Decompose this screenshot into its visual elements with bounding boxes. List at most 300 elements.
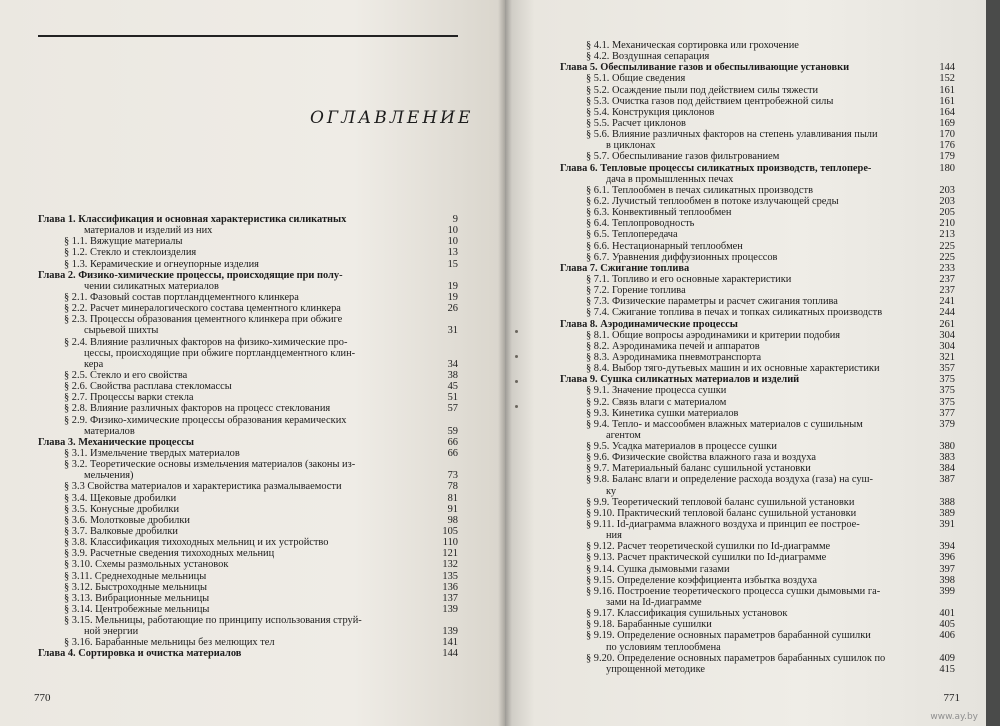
right-page bbox=[505, 0, 1000, 726]
toc-entry-title: § 9.13. Расчет практической сушилки по Id-диаграмме bbox=[586, 552, 827, 564]
toc-entry-page bbox=[428, 348, 458, 359]
toc-entry-title: § 3.16. Барабанные мельницы без мелющих тел bbox=[64, 637, 275, 649]
toc-entry-page: 304 bbox=[939, 340, 955, 352]
toc-entry-page: 179 bbox=[939, 151, 955, 163]
toc-entry-page: 225 bbox=[939, 251, 955, 263]
toc-chapter-row bbox=[38, 437, 458, 448]
toc-entry-title: § 9.9. Теоретический тепловой баланс сушильной установки bbox=[586, 496, 855, 508]
toc-entry-row bbox=[560, 385, 955, 396]
toc-chapter-row bbox=[38, 648, 458, 659]
binding-hole bbox=[515, 330, 518, 333]
toc-entry-row bbox=[38, 359, 458, 370]
toc-entry-page bbox=[925, 174, 955, 185]
toc-entry-title: Глава 6. Тепловые процессы силикатных производств, теплопере- bbox=[560, 162, 872, 174]
toc-entry-title: § 2.5. Стекло и его свойства bbox=[64, 369, 188, 381]
toc-entry-page: 139 bbox=[442, 603, 458, 615]
toc-entry-page: 415 bbox=[939, 663, 955, 675]
toc-entry-page: 375 bbox=[939, 396, 955, 408]
toc-entry-row bbox=[560, 642, 955, 653]
toc-entry-row bbox=[560, 664, 955, 675]
toc-entry-row bbox=[560, 229, 955, 240]
toc-entry-page: 389 bbox=[939, 507, 955, 519]
toc-entry-page: 57 bbox=[447, 403, 458, 415]
toc-entry-page: 137 bbox=[442, 592, 458, 604]
toc-entry-row bbox=[560, 129, 955, 140]
toc-entry-page: 121 bbox=[442, 548, 458, 560]
toc-entry-row bbox=[560, 597, 955, 608]
toc-entry-row bbox=[38, 470, 458, 481]
toc-entry-page: 161 bbox=[939, 95, 955, 107]
toc-entry-title: § 5.5. Расчет циклонов bbox=[586, 117, 686, 129]
toc-entry-title: § 9.8. Баланс влаги и определение расхода воздуха (газа) на суш- bbox=[586, 474, 873, 486]
toc-entry-title: § 8.1. Общие вопросы аэродинамики и критерии подобия bbox=[586, 329, 841, 341]
toc-entry-title: § 9.3. Кинетика сушки материалов bbox=[586, 407, 739, 419]
toc-entry-page: 59 bbox=[447, 425, 458, 437]
toc-entry-page: 261 bbox=[939, 318, 955, 330]
toc-entry-title: § 9.1. Значение процесса сушки bbox=[586, 385, 727, 397]
toc-entry-row bbox=[38, 481, 458, 492]
toc-entry-page: 73 bbox=[447, 470, 458, 482]
toc-entry-row bbox=[38, 381, 458, 392]
toc-entry-title: § 9.4. Тепло- и массообмен влажных материалов с сушильным bbox=[586, 418, 863, 430]
toc-entry-title: § 3.9. Расчетные сведения тихоходных мельниц bbox=[64, 548, 275, 560]
toc-entry-title: Глава 2. Физико-химические процессы, происходящие при полу- bbox=[38, 269, 343, 281]
toc-entry-page: 110 bbox=[442, 537, 458, 549]
toc-entry-row bbox=[38, 537, 458, 548]
toc-chapter-row bbox=[38, 270, 458, 281]
toc-entry-row bbox=[560, 341, 955, 352]
toc-entry-title: § 2.9. Физико-химические процессы образования керамических bbox=[64, 414, 347, 426]
toc-entry-row bbox=[560, 441, 955, 452]
toc-entry-title: § 7.2. Горение топлива bbox=[586, 285, 686, 297]
toc-entry-title: § 9.16. Построение теоретического процесса сушки дымовыми га- bbox=[586, 585, 881, 597]
toc-entry-row bbox=[38, 637, 458, 648]
toc-entry-row bbox=[560, 151, 955, 162]
toc-entry-page: 213 bbox=[939, 229, 955, 241]
toc-entry-row bbox=[560, 575, 955, 586]
toc-entry-page bbox=[925, 597, 955, 608]
toc-entry-page bbox=[925, 51, 955, 62]
watermark: www.ay.by bbox=[930, 712, 978, 722]
toc-entry-page: 164 bbox=[939, 106, 955, 118]
toc-entry-page: 170 bbox=[939, 129, 955, 141]
toc-entry-page bbox=[428, 270, 458, 281]
toc-entry-title: § 6.1. Теплообмен в печах силикатных производств bbox=[586, 184, 813, 196]
toc-entry-row bbox=[38, 593, 458, 604]
toc-entry-page bbox=[925, 40, 955, 51]
toc-entry-row bbox=[560, 564, 955, 575]
toc-entry-row bbox=[38, 526, 458, 537]
toc-entry-row bbox=[560, 552, 955, 563]
toc-entry-title: § 9.20. Определение основных параметров барабанных сушилок по bbox=[586, 652, 886, 664]
toc-list-left bbox=[38, 214, 458, 660]
toc-entry-title: § 2.1. Фазовый состав портландцементного клинкера bbox=[64, 291, 299, 303]
toc-entry-title: Глава 1. Классификация и основная характеристика силикатных bbox=[38, 214, 347, 225]
page-edge bbox=[986, 0, 1000, 726]
toc-entry-title: § 9.11. Id-диаграмма влажного воздуха и принцип ее построе- bbox=[586, 519, 860, 531]
binding-hole bbox=[515, 355, 518, 358]
toc-entry-page: 233 bbox=[939, 262, 955, 274]
toc-entry-page: 19 bbox=[447, 291, 458, 303]
toc-entry-row bbox=[560, 430, 955, 441]
toc-entry-page: 105 bbox=[442, 525, 458, 537]
toc-entry-title: Глава 5. Обеспыливание газов и обеспыливающие установки bbox=[560, 62, 850, 74]
toc-entry-page: 388 bbox=[939, 496, 955, 508]
toc-entry-title: § 4.2. Воздушная сепарация bbox=[586, 51, 710, 63]
toc-entry-title: сырьевой шихты bbox=[84, 325, 159, 337]
toc-entry-row bbox=[38, 626, 458, 637]
toc-entry-title: § 3.7. Валковые дробилки bbox=[64, 525, 178, 537]
toc-entry-page: 375 bbox=[939, 385, 955, 397]
toc-entry-page: 398 bbox=[939, 574, 955, 586]
toc-entry-row bbox=[38, 292, 458, 303]
toc-entry-row bbox=[38, 604, 458, 615]
toc-entry-page: 237 bbox=[939, 285, 955, 297]
toc-entry-row bbox=[38, 247, 458, 258]
toc-entry-row bbox=[560, 486, 955, 497]
toc-entry-page: 383 bbox=[939, 452, 955, 464]
toc-entry-page: 161 bbox=[939, 84, 955, 96]
toc-entry-page: 321 bbox=[939, 351, 955, 363]
toc-entry-title: по условиям теплообмена bbox=[606, 641, 721, 653]
toc-entry-title: § 8.3. Аэродинамика пневмотранспорта bbox=[586, 351, 762, 363]
toc-entry-title: § 3.13. Вибрационные мельницы bbox=[64, 592, 210, 604]
toc-entry-page: 10 bbox=[447, 236, 458, 248]
toc-entry-page: 169 bbox=[939, 117, 955, 129]
toc-entry-row bbox=[38, 348, 458, 359]
toc-entry-row bbox=[560, 463, 955, 474]
toc-entry-title: упрощенной методике bbox=[606, 663, 705, 675]
toc-entry-row bbox=[38, 582, 458, 593]
binding-hole bbox=[515, 380, 518, 383]
toc-entry-page: 38 bbox=[447, 369, 458, 381]
toc-entry-page: 91 bbox=[447, 503, 458, 515]
toc-entry-title: дача в промышленных печах bbox=[606, 173, 734, 185]
toc-entry-title: § 9.2. Связь влаги с материалом bbox=[586, 396, 727, 408]
toc-entry-page: 210 bbox=[939, 218, 955, 230]
toc-entry-title: § 3.5. Конусные дробилки bbox=[64, 503, 180, 515]
toc-entry-row bbox=[38, 370, 458, 381]
toc-entry-page: 78 bbox=[447, 481, 458, 493]
toc-entry-title: § 6.5. Теплопередача bbox=[586, 229, 678, 241]
toc-entry-title: § 9.12. Расчет теоретической сушилки по Id-диаграмме bbox=[586, 541, 831, 553]
toc-entry-title: зами на Id-диаграмме bbox=[606, 597, 702, 609]
toc-entry-row bbox=[38, 392, 458, 403]
toc-chapter-row bbox=[560, 374, 955, 385]
toc-entry-page: 401 bbox=[939, 608, 955, 620]
toc-entry-row bbox=[560, 185, 955, 196]
toc-entry-title: Глава 7. Сжигание топлива bbox=[560, 262, 690, 274]
toc-entry-row bbox=[560, 96, 955, 107]
toc-entry-title: § 9.19. Определение основных параметров барабанной сушилки bbox=[586, 630, 871, 642]
toc-entry-row bbox=[560, 619, 955, 630]
toc-entry-page: 409 bbox=[939, 652, 955, 664]
toc-entry-page: 357 bbox=[939, 363, 955, 375]
toc-entry-page: 304 bbox=[939, 329, 955, 341]
toc-entry-page: 98 bbox=[447, 514, 458, 526]
toc-entry-row bbox=[560, 519, 955, 530]
toc-entry-page: 203 bbox=[939, 195, 955, 207]
toc-entry-page: 9 bbox=[452, 214, 458, 225]
toc-entry-row bbox=[38, 337, 458, 348]
toc-entry-page: 81 bbox=[447, 492, 458, 504]
toc-entry-page: 394 bbox=[939, 541, 955, 553]
toc-entry-page: 391 bbox=[939, 519, 955, 531]
toc-entry-row bbox=[560, 397, 955, 408]
toc-entry-page: 244 bbox=[939, 307, 955, 319]
toc-entry-page: 13 bbox=[447, 247, 458, 259]
toc-entry-row bbox=[560, 40, 955, 51]
toc-entry-title: § 9.15. Определение коэффициента избытка воздуха bbox=[586, 574, 817, 586]
toc-entry-row bbox=[38, 314, 458, 325]
toc-entry-row bbox=[560, 140, 955, 151]
toc-entry-page bbox=[925, 486, 955, 497]
toc-entry-row bbox=[560, 196, 955, 207]
toc-chapter-row bbox=[38, 214, 458, 225]
toc-entry-row bbox=[560, 73, 955, 84]
toc-entry-title: § 9.10. Практический тепловой баланс сушильной установки bbox=[586, 507, 857, 519]
toc-entry-row bbox=[38, 615, 458, 626]
toc-entry-row bbox=[560, 330, 955, 341]
toc-entry-page: 387 bbox=[939, 474, 955, 486]
toc-entry-page: 136 bbox=[442, 581, 458, 593]
toc-entry-title: цессы, происходящие при обжиге портландцементного клин- bbox=[84, 347, 356, 359]
toc-entry-row bbox=[38, 225, 458, 236]
toc-entry-page: 34 bbox=[447, 358, 458, 370]
toc-entry-row bbox=[38, 281, 458, 292]
toc-entry-page: 135 bbox=[442, 570, 458, 582]
toc-entry-row bbox=[38, 448, 458, 459]
toc-entry-row bbox=[560, 452, 955, 463]
toc-entry-title: кера bbox=[84, 358, 104, 370]
toc-entry-title: материалов и изделий из них bbox=[84, 225, 213, 237]
toc-entry-title: § 3.6. Молотковые дробилки bbox=[64, 514, 190, 526]
toc-entry-title: агентом bbox=[606, 429, 641, 441]
toc-entry-row bbox=[560, 296, 955, 307]
toc-entry-page bbox=[428, 415, 458, 426]
toc-entry-row bbox=[560, 307, 955, 318]
toc-entry-title: § 7.4. Сжигание топлива в печах и топках силикатных производств bbox=[586, 307, 883, 319]
toc-entry-page: 375 bbox=[939, 374, 955, 386]
toc-entry-page: 203 bbox=[939, 184, 955, 196]
toc-entry-title: § 2.7. Процессы варки стекла bbox=[64, 392, 194, 404]
toc-entry-title: § 4.1. Механическая сортировка или грохочение bbox=[586, 40, 799, 51]
toc-entry-title: § 6.3. Конвективный теплообмен bbox=[586, 207, 732, 219]
toc-entry-title: § 7.3. Физические параметры и расчет сжигания топлива bbox=[586, 296, 838, 308]
toc-entry-page: 51 bbox=[447, 392, 458, 404]
toc-entry-row bbox=[38, 504, 458, 515]
toc-entry-title: § 1.3. Керамические и огнеупорные изделия bbox=[64, 258, 259, 270]
toc-entry-title: § 2.8. Влияние различных факторов на процесс стеклования bbox=[64, 403, 331, 415]
toc-entry-page: 406 bbox=[939, 630, 955, 642]
toc-entry-title: § 3.14. Центробежные мельницы bbox=[64, 603, 210, 615]
toc-entry-title: § 6.6. Нестационарный теплообмен bbox=[586, 240, 743, 252]
toc-entry-title: § 9.5. Усадка материалов в процессе сушки bbox=[586, 441, 777, 453]
toc-entry-row bbox=[560, 630, 955, 641]
toc-entry-row bbox=[560, 241, 955, 252]
toc-entry-title: § 1.1. Вяжущие материалы bbox=[64, 236, 183, 248]
toc-entry-title: § 3.15. Мельницы, работающие по принципу использования струй- bbox=[64, 615, 362, 627]
toc-entry-page: 205 bbox=[939, 207, 955, 219]
toc-entry-page: 45 bbox=[447, 381, 458, 393]
toc-entry-row bbox=[38, 515, 458, 526]
toc-entry-page: 141 bbox=[442, 637, 458, 649]
toc-entry-title: § 9.7. Материальный баланс сушильной установки bbox=[586, 463, 811, 475]
toc-entry-page: 132 bbox=[442, 559, 458, 571]
toc-entry-page: 10 bbox=[447, 225, 458, 237]
toc-entry-row bbox=[38, 548, 458, 559]
toc-entry-title: Глава 9. Сушка силикатных материалов и изделий bbox=[560, 374, 800, 386]
toc-entry-title: ной энергии bbox=[84, 626, 139, 638]
toc-entry-title: § 5.4. Конструкция циклонов bbox=[586, 106, 715, 118]
page-number: 770 bbox=[34, 692, 51, 704]
toc-entry-page: 180 bbox=[939, 162, 955, 174]
toc-entry-row bbox=[560, 85, 955, 96]
toc-entry-title: § 3.12. Быстроходные мельницы bbox=[64, 581, 208, 593]
toc-entry-title: § 2.2. Расчет минералогического состава цементного клинкера bbox=[64, 303, 341, 315]
toc-entry-row bbox=[38, 325, 458, 336]
toc-entry-row bbox=[560, 508, 955, 519]
top-rule bbox=[38, 35, 458, 37]
toc-entry-title: чении силикатных материалов bbox=[84, 280, 219, 292]
toc-entry-page: 19 bbox=[447, 280, 458, 292]
toc-entry-row bbox=[560, 586, 955, 597]
toc-entry-row bbox=[560, 497, 955, 508]
toc-entry-title: ния bbox=[606, 530, 622, 542]
toc-entry-row bbox=[38, 415, 458, 426]
binding-hole bbox=[515, 405, 518, 408]
toc-entry-row bbox=[560, 51, 955, 62]
toc-entry-page: 397 bbox=[939, 563, 955, 575]
toc-entry-row bbox=[560, 174, 955, 185]
toc-entry-page bbox=[428, 337, 458, 348]
toc-entry-row bbox=[560, 118, 955, 129]
toc-title: ОГЛАВЛЕНИЕ bbox=[310, 108, 474, 128]
toc-chapter-row bbox=[560, 263, 955, 274]
toc-entry-page bbox=[925, 530, 955, 541]
toc-entry-row bbox=[560, 274, 955, 285]
toc-entry-row bbox=[38, 426, 458, 437]
toc-entry-title: § 8.2. Аэродинамика печей и аппаратов bbox=[586, 340, 760, 352]
toc-entry-title: § 1.2. Стекло и стеклоизделия bbox=[64, 247, 197, 259]
book-gutter bbox=[498, 0, 512, 726]
toc-entry-page: 15 bbox=[447, 258, 458, 270]
toc-entry-page: 377 bbox=[939, 407, 955, 419]
toc-entry-title: Глава 4. Сортировка и очистка материалов bbox=[38, 648, 242, 660]
toc-entry-page: 176 bbox=[939, 140, 955, 152]
toc-entry-page: 144 bbox=[939, 62, 955, 74]
toc-entry-title: § 3.11. Среднеходные мельницы bbox=[64, 570, 207, 582]
toc-entry-title: § 3.1. Измельчение твердых материалов bbox=[64, 447, 240, 459]
toc-entry-page: 144 bbox=[442, 648, 458, 660]
toc-entry-title: § 2.6. Свойства расплава стекломассы bbox=[64, 381, 232, 393]
toc-entry-row bbox=[38, 559, 458, 570]
toc-entry-title: § 3.8. Классификация тихоходных мельниц и их устройство bbox=[64, 537, 329, 549]
toc-entry-row bbox=[560, 541, 955, 552]
toc-entry-page: 380 bbox=[939, 441, 955, 453]
toc-entry-row bbox=[560, 252, 955, 263]
toc-entry-page bbox=[428, 314, 458, 325]
toc-entry-title: § 2.3. Процессы образования цементного клинкера при обжиге bbox=[64, 314, 343, 326]
toc-entry-row bbox=[560, 285, 955, 296]
toc-entry-title: § 3.3 Свойства материалов и характеристика размалываемости bbox=[64, 481, 342, 493]
toc-chapter-row bbox=[560, 163, 955, 174]
toc-entry-row bbox=[560, 608, 955, 619]
toc-entry-row bbox=[560, 474, 955, 485]
toc-entry-title: Глава 8. Аэродинамические процессы bbox=[560, 318, 738, 330]
toc-entry-title: § 5.6. Влияние различных факторов на степень улавливания пыли bbox=[586, 129, 878, 141]
toc-entry-page: 26 bbox=[447, 303, 458, 315]
toc-entry-title: § 2.4. Влияние различных факторов на физико-химические про- bbox=[64, 336, 348, 348]
toc-entry-row bbox=[38, 493, 458, 504]
toc-entry-title: § 9.14. Сушка дымовыми газами bbox=[586, 563, 730, 575]
toc-entry-row bbox=[560, 653, 955, 664]
toc-entry-page: 405 bbox=[939, 619, 955, 631]
toc-list-right bbox=[560, 40, 955, 675]
toc-entry-page: 384 bbox=[939, 463, 955, 475]
toc-entry-page: 225 bbox=[939, 240, 955, 252]
toc-entry-title: § 5.7. Обеспыливание газов фильтрованием bbox=[586, 151, 780, 163]
toc-entry-row bbox=[560, 363, 955, 374]
toc-entry-row bbox=[560, 530, 955, 541]
toc-entry-title: § 6.2. Лучистый теплообмен в потоке излучающей среды bbox=[586, 195, 839, 207]
toc-entry-title: § 3.10. Схемы размольных установок bbox=[64, 559, 229, 571]
toc-entry-page: 139 bbox=[442, 626, 458, 638]
toc-entry-title: мельчения) bbox=[84, 470, 134, 482]
toc-entry-title: § 6.7. Уравнения диффузионных процессов bbox=[586, 251, 778, 263]
toc-entry-page bbox=[428, 459, 458, 470]
toc-entry-title: в циклонах bbox=[606, 140, 656, 152]
toc-entry-row bbox=[560, 107, 955, 118]
toc-entry-title: § 3.2. Теоретические основы измельчения материалов (законы из- bbox=[64, 459, 356, 471]
toc-entry-row bbox=[560, 218, 955, 229]
toc-entry-row bbox=[560, 419, 955, 430]
toc-entry-title: § 9.18. Барабанные сушилки bbox=[586, 619, 712, 631]
toc-entry-title: Глава 3. Механические процессы bbox=[38, 436, 194, 448]
toc-entry-row bbox=[38, 303, 458, 314]
toc-entry-page: 31 bbox=[447, 325, 458, 337]
toc-entry-title: § 5.1. Общие сведения bbox=[586, 73, 686, 85]
toc-entry-title: § 5.2. Осаждение пыли под действием силы тяжести bbox=[586, 84, 819, 96]
toc-entry-page: 152 bbox=[939, 73, 955, 85]
toc-entry-row bbox=[38, 459, 458, 470]
toc-entry-page: 396 bbox=[939, 552, 955, 564]
toc-entry-page bbox=[925, 430, 955, 441]
toc-entry-page: 237 bbox=[939, 273, 955, 285]
toc-chapter-row bbox=[560, 319, 955, 330]
toc-entry-page: 66 bbox=[447, 447, 458, 459]
toc-entry-row bbox=[38, 403, 458, 414]
toc-entry-page: 379 bbox=[939, 418, 955, 430]
toc-entry-title: § 8.4. Выбор тяго-дутьевых машин и их основные характеристики bbox=[586, 363, 880, 375]
toc-entry-title: § 5.3. Очистка газов под действием центробежной силы bbox=[586, 95, 834, 107]
toc-entry-row bbox=[38, 236, 458, 247]
toc-entry-row bbox=[560, 352, 955, 363]
toc-entry-title: § 9.6. Физические свойства влажного газа и воздуха bbox=[586, 452, 817, 464]
page-number: 771 bbox=[943, 692, 960, 704]
toc-chapter-row bbox=[560, 62, 955, 73]
toc-entry-title: § 7.1. Топливо и его основные характеристики bbox=[586, 273, 792, 285]
toc-entry-row bbox=[560, 207, 955, 218]
toc-entry-title: § 3.4. Щековые дробилки bbox=[64, 492, 177, 504]
toc-entry-title: материалов bbox=[84, 425, 135, 437]
toc-entry-page: 399 bbox=[939, 585, 955, 597]
toc-entry-title: § 6.4. Теплопроводность bbox=[586, 218, 695, 230]
toc-entry-title: ку bbox=[606, 485, 617, 497]
toc-entry-page: 241 bbox=[939, 296, 955, 308]
toc-entry-row bbox=[38, 571, 458, 582]
toc-entry-page bbox=[428, 615, 458, 626]
